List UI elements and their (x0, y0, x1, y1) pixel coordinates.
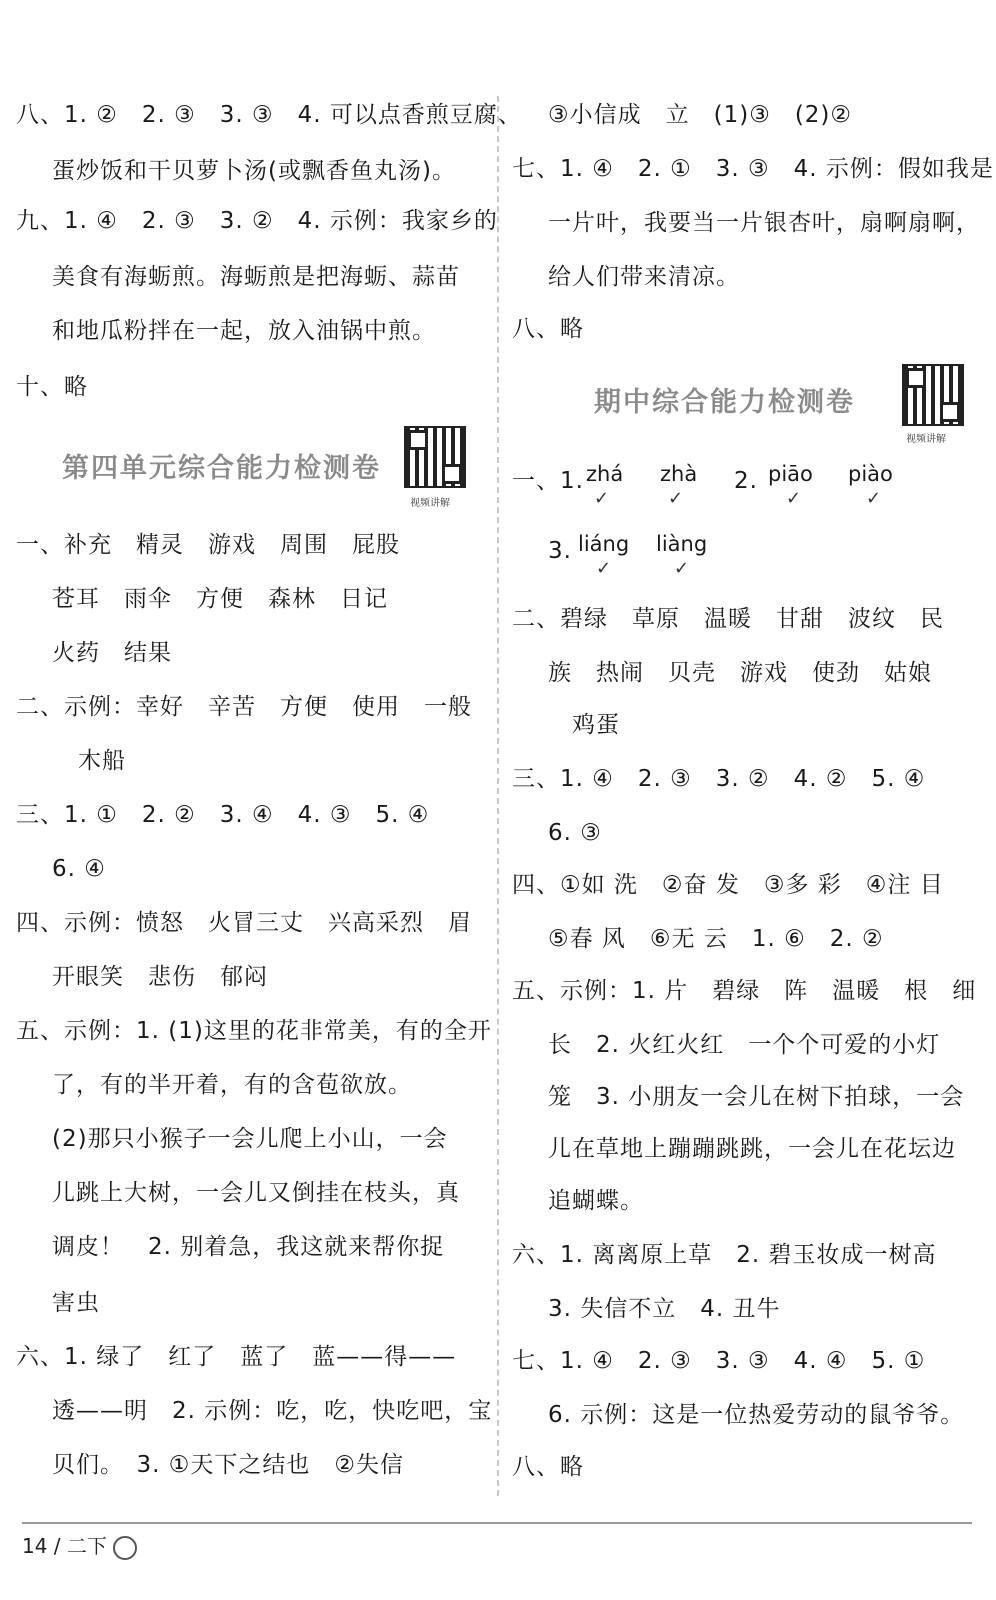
check-icon: ✓ (596, 558, 612, 579)
answer-line: 九、1. ④ 2. ③ 3. ② 4. 示例：我家乡的 (16, 208, 498, 234)
answer-line: 四、①如 洗 ②奋 发 ③多 彩 ④注 目 (512, 872, 944, 898)
pinyin-option: liáng (578, 532, 630, 556)
answer-line: 七、1. ④ 2. ③ 3. ③ 4. ④ 5. ① (512, 1348, 926, 1374)
answer-line: 开眼笑 悲伤 郁闷 (52, 964, 268, 990)
answer-line: 鸡蛋 (572, 712, 620, 738)
answer-line: 八、1. ② 2. ③ 3. ③ 4. 可以点香煎豆腐、 (16, 102, 522, 128)
check-icon: ✓ (866, 488, 882, 509)
qr-code-icon[interactable] (404, 426, 466, 488)
qr-label: 视频讲解 (410, 498, 450, 509)
answer-line: 美食有海蛎煎。海蛎煎是把海蛎、蒜苗 (52, 264, 460, 290)
answer-line: 一片叶，我要当一片银杏叶，扇啊扇啊， (548, 210, 980, 236)
answer-line: 三、1. ① 2. ② 3. ④ 4. ③ 5. ④ (16, 802, 430, 828)
answer-line: 6. ③ (548, 820, 602, 846)
answer-line: 了，有的半开着，有的含苞欲放。 (52, 1072, 412, 1098)
check-icon: ✓ (668, 488, 684, 509)
answer-line: 长 2. 火红火红 一个个可爱的小灯 (548, 1032, 941, 1058)
answer-line: 儿在草地上蹦蹦跳跳，一会儿在花坛边 (548, 1136, 956, 1162)
answer-line: 追蝴蝶。 (548, 1188, 644, 1214)
answer-line: 6. 示例：这是一位热爱劳动的鼠爷爷。 (548, 1402, 965, 1428)
answer-line: 五、示例：1. 片 碧绿 阵 温暖 根 细 (512, 978, 977, 1004)
answer-line: 贝们。 3. ①天下之结也 ②失信 (52, 1452, 404, 1478)
pinyin-option: zhá (586, 462, 624, 486)
answer-line: 苍耳 雨伞 方便 森林 日记 (52, 586, 388, 612)
answer-line: 和地瓜粉拌在一起，放入油锅中煎。 (52, 318, 436, 344)
answer-line: 六、1. 离离原上草 2. 碧玉妆成一树高 (512, 1242, 937, 1268)
answer-line: 四、示例：愤怒 火冒三丈 兴高采烈 眉 (16, 910, 472, 936)
answer-line: 一、补充 精灵 游戏 周围 屁股 (16, 532, 400, 558)
check-icon: ✓ (786, 488, 802, 509)
footer-rule (22, 1522, 972, 1524)
check-icon: ✓ (674, 558, 690, 579)
answer-line: 透——明 2. 示例：吃，吃，快吃吧，宝 (52, 1398, 493, 1424)
answer-line: 五、示例：1. (1)这里的花非常美，有的全开 (16, 1018, 492, 1044)
section-title-unit4: 第四单元综合能力检测卷 (62, 453, 381, 484)
answer-line: 八、略 (512, 316, 584, 342)
answer-line: 三、1. ④ 2. ③ 3. ② 4. ② 5. ④ (512, 766, 926, 792)
qr-code-icon[interactable] (902, 364, 964, 426)
page-number: 14 / 二下 (22, 1534, 107, 1558)
answer-line: 给人们带来清凉。 (548, 264, 740, 290)
answer-line: 蛋炒饭和干贝萝卜汤(或飘香鱼丸汤)。 (52, 158, 456, 184)
answer-line: 六、1. 绿了 红了 蓝了 蓝——得—— (16, 1344, 457, 1370)
column-divider (497, 96, 499, 1496)
answer-line: ⑤春 风 ⑥无 云 1. ⑥ 2. ② (548, 926, 884, 952)
answer-line: 族 热闹 贝壳 游戏 使劲 姑娘 (548, 660, 932, 686)
answer-line: 儿跳上大树，一会儿又倒挂在枝头，真 (52, 1180, 460, 1206)
page-footer (22, 1530, 137, 1560)
pinyin-option: zhà (660, 462, 698, 486)
question-number: 2. (734, 468, 758, 494)
answer-line: 二、示例：幸好 辛苦 方便 使用 一般 (16, 694, 472, 720)
answer-line: 二、碧绿 草原 温暖 甘甜 波纹 民 (512, 606, 944, 632)
pinyin-option: piāo (768, 462, 813, 486)
question-label: 一、1. (512, 468, 584, 494)
answer-line: 6. ④ (52, 856, 106, 882)
answer-line: 八、略 (512, 1454, 584, 1480)
answer-line: (2)那只小猴子一会儿爬上小山，一会 (52, 1126, 448, 1152)
answer-line: 七、1. ④ 2. ① 3. ③ 4. 示例：假如我是 (512, 156, 994, 182)
answer-line: 3. 失信不立 4. 丑牛 (548, 1296, 781, 1322)
pinyin-option: piào (848, 462, 893, 486)
qr-label: 视频讲解 (906, 434, 946, 445)
edition-badge-icon (113, 1536, 137, 1560)
answer-line: 十、略 (16, 374, 88, 400)
answer-line: 害虫 (52, 1290, 100, 1316)
section-title-midterm: 期中综合能力检测卷 (594, 387, 855, 418)
answer-line: 调皮！ 2. 别着急，我这就来帮你捉 (52, 1234, 445, 1260)
answer-line: 笼 3. 小朋友一会儿在树下拍球，一会 (548, 1084, 965, 1110)
pinyin-option: liàng (656, 532, 708, 556)
answer-line: 木船 (78, 748, 126, 774)
answer-line: 火药 结果 (52, 640, 172, 666)
question-number: 3. (548, 538, 572, 564)
answer-line: ③小信成 立 (1)③ (2)② (548, 102, 853, 128)
check-icon: ✓ (594, 488, 610, 509)
